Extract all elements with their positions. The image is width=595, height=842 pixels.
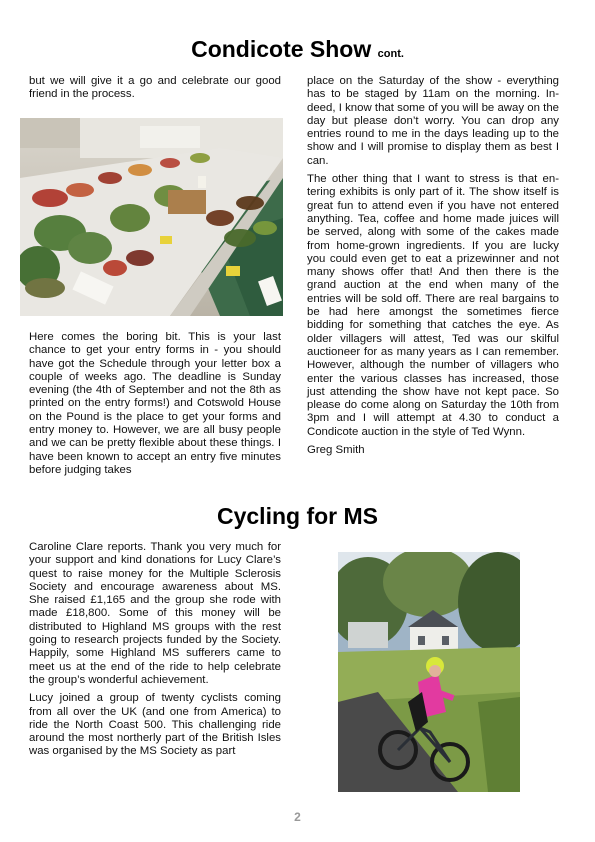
show-left-bottom-text xyxy=(29,331,281,482)
cycling-text xyxy=(29,541,281,764)
produce-show-photo-image xyxy=(20,118,283,316)
cycling-paragraph-2: Lucy joined a group of twenty cyclists coming from all over the UK (and one from America) to ride the North Coast 500. This challenging ride around the most northerly part of the British Isles was organised by the MS Society as part xyxy=(29,692,281,758)
show-signature: Greg Smith xyxy=(307,444,365,457)
show-left-top-text xyxy=(29,75,281,107)
cyclist-photo xyxy=(338,552,520,792)
cyclist-photo-image xyxy=(338,552,520,792)
show-left-top-paragraph: but we will give it a go and celebrate our good friend in the process. xyxy=(29,75,281,101)
show-right-column xyxy=(307,75,559,462)
cycling-paragraph-1: Caroline Clare reports. Thank you very much for your support and kind donations for Lucy Clare’s quest to raise money for the Multiple Sclerosis Society and encourage awareness about MS. She raised £1,165 and the group she rode with made £18,800. Some of this money will be distributed to Highland MS groups with the rest going to research projects funded by the Society. Happily, some Highland MS sufferers came to meet us at the end of the ride to help celebrate the group’s wonderful achievement. xyxy=(29,541,281,686)
show-right-paragraph-2: The other thing that I want to stress is that entering exhibits is only part of it. The show itself is great fun to attend even if you have not entered anything. Tea, coffee and home made juices will be served, along with some of the cakes made from home-grown ingredients. If you are lucky you could even get to eat a prizewinner and not many shows offer that! And then there is the grand auction at the end when many of the entries will be sold off. There are real bargains to be had here amongst the sometimes fierce bidding for something that catches the eye. As older villagers will attest, Ted was our skilful auctioneer for as many years as I can remember. However, although the number of villagers who enter the various classes has increased, those just attending the show have not kept pace. So please do come along on Saturday the 10th from 3pm and I will attempt at 4.30 to conduct a Condicote auction in the style of Ted Wynn. xyxy=(307,173,559,438)
show-heading xyxy=(0,36,595,63)
cycling-title: Cycling for MS xyxy=(216,503,378,529)
page-number: 2 xyxy=(294,810,301,824)
produce-show-photo xyxy=(20,118,283,316)
cycling-heading xyxy=(0,503,595,530)
show-left-bottom-paragraph: Here comes the boring bit. This is your last chance to get your entry forms in - you should have got the Schedule through your letter box a couple of weeks ago. The deadline is Sunday evening (the 4th of September and not the 8th as printed on the entry forms!) and Cotswold House on the Pound is the place to get your forms and entry money to. However, we are all busy people and we can be pretty flexible about these things. I have been known to accept an entry five minutes before judging takes xyxy=(29,331,281,476)
show-title: Condicote Show xyxy=(191,36,372,62)
show-right-paragraph-1: place on the Saturday of the show - everything has to be staged by 11am on the morning. Indeed, I know that some of you will be away on the day but please don’t worry. You can drop any entries round to me in the days leading up to the show and I will promise to display them as best I can. xyxy=(307,75,559,167)
show-title-suffix: cont. xyxy=(377,48,404,60)
